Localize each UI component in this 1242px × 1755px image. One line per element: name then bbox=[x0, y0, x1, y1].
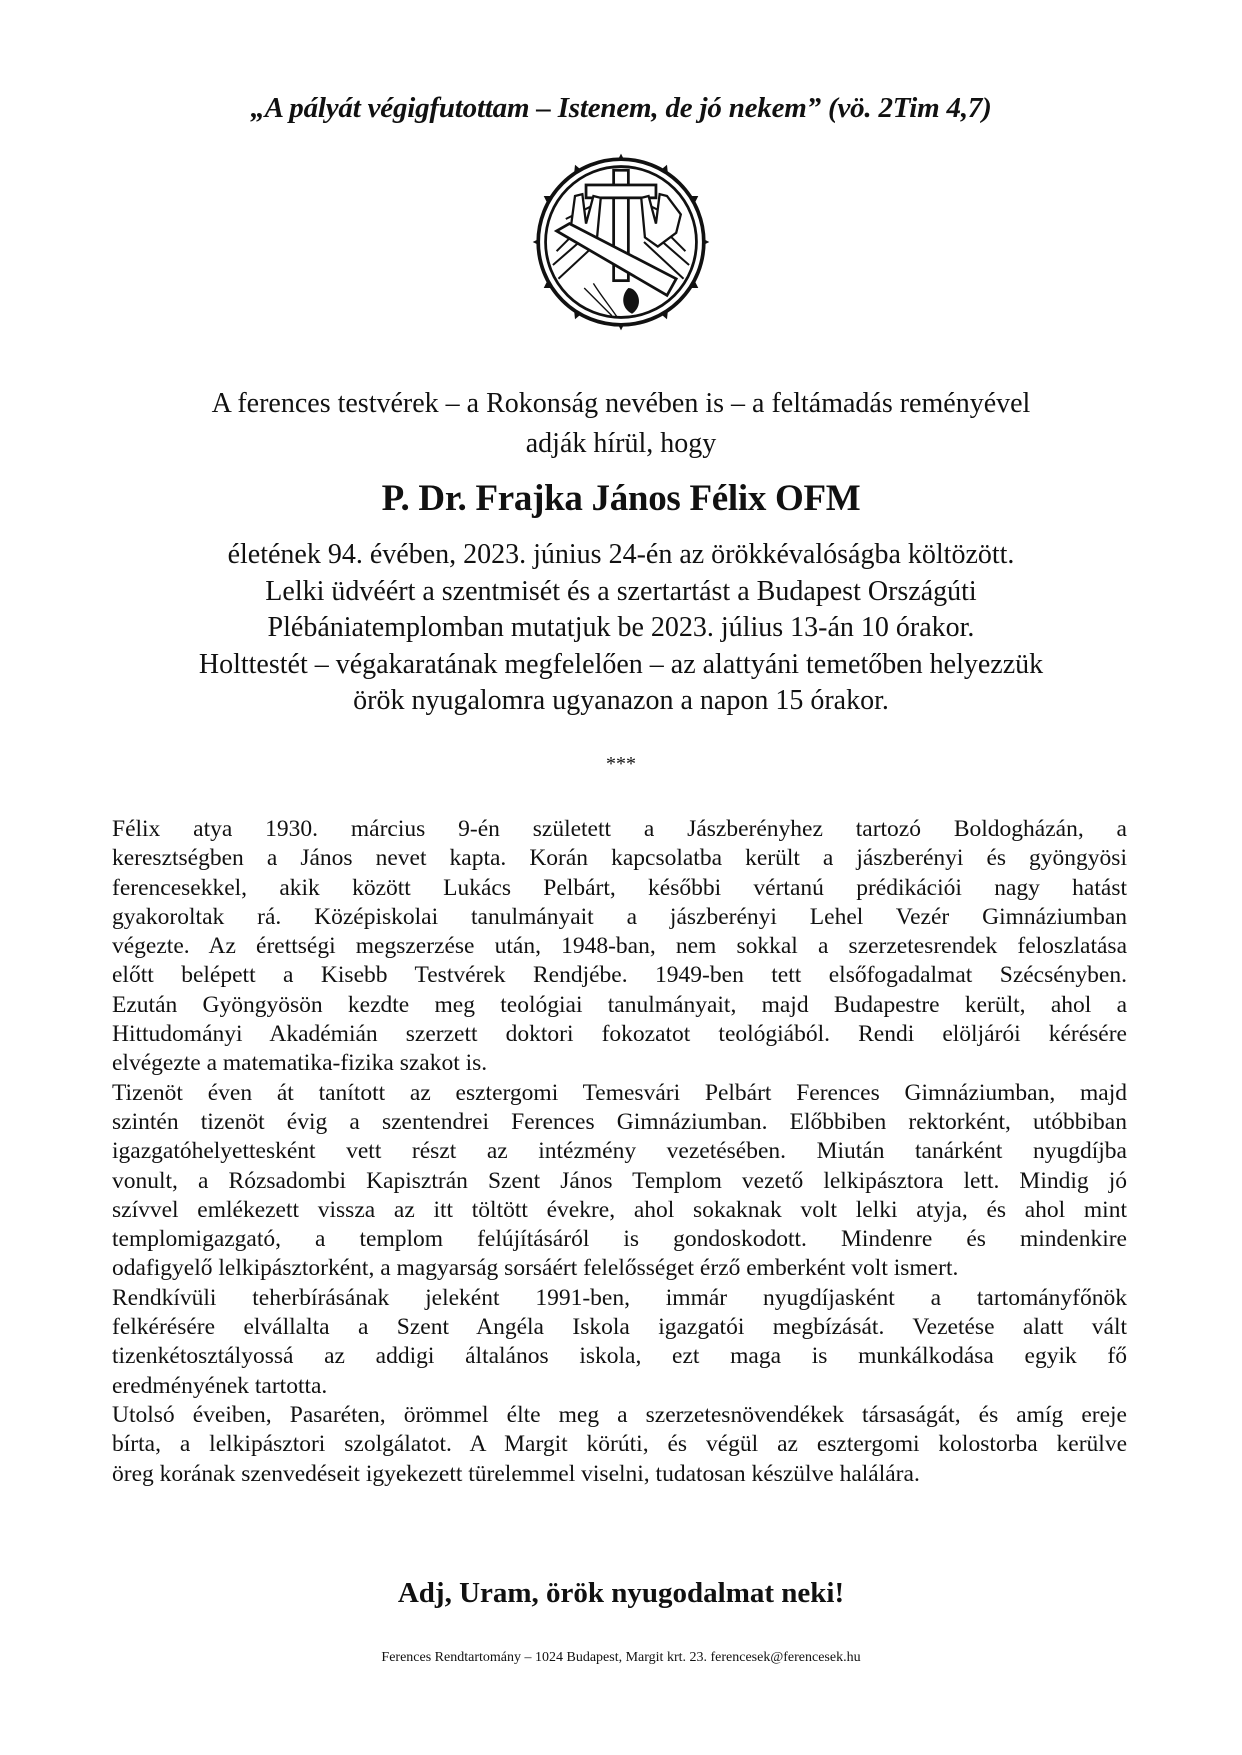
intro-text bbox=[0, 384, 1242, 464]
bio-paragraph bbox=[112, 1401, 1127, 1489]
bio-line: keresztségben a János nevet kapta. Korán kapcsolatba került a jászberényi és gyöngyösi bbox=[112, 845, 1127, 872]
franciscan-emblem-icon bbox=[529, 150, 713, 334]
separator: *** bbox=[606, 753, 636, 775]
bio-line: eredményének tartotta. bbox=[112, 1372, 328, 1399]
bio-line: Tizenöt éven át tanított az esztergomi Temesvári Pelbárt Ferences Gimnáziumban, majd bbox=[112, 1079, 1127, 1106]
bio-line: gyakoroltak rá. Középiskolai tanulmányait a jászberényi Lehel Vezér Gimnáziumban bbox=[112, 903, 1127, 930]
announcement-line: életének 94. évében, 2023. június 24-én az örökkévalóságba költözött. bbox=[227, 539, 1015, 570]
announcement-line: Plébániatemplomban mutatjuk be 2023. július 13-án 10 órakor. bbox=[267, 612, 975, 643]
announcement-line: Holttestét – végakaratának megfelelően – az alattyáni temetőben helyezzük bbox=[198, 648, 1044, 680]
footer-organization: Ferences Rendtartomány – 1024 Budapest, Margit krt. 23. bbox=[381, 1650, 707, 1665]
bio-paragraph bbox=[112, 1284, 1127, 1401]
biography bbox=[112, 815, 1127, 1489]
bio-paragraph bbox=[112, 1079, 1127, 1284]
motto-quote: „A pályát végigfutottam – Istenem, de jó nekem” (vö. 2Tim 4,7) bbox=[250, 92, 992, 124]
bio-line: tizenkétosztályossá az addigi általános iskola, ezt maga is munkálkodása egyik fő bbox=[112, 1343, 1127, 1370]
bio-line: ferencesekkel, akik között Lukács Pelbárt, későbbi vértanú prédikációi nagy hatást bbox=[112, 874, 1127, 901]
bio-line: bírta, a lelkipásztori szolgálatot. A Margit körúti, és végül az esztergomi kolostorba kerülve bbox=[112, 1431, 1127, 1458]
bio-line: Félix atya 1930. március 9-én született a Jászberényhez tartozó Boldogházán, a bbox=[112, 816, 1127, 842]
footer bbox=[0, 1650, 1242, 1666]
bio-line: Hittudományi Akadémián szerzett doktori fokozatot teológiából. Rendi elöljárói kérésére bbox=[112, 1021, 1127, 1048]
bio-line: Ezután Gyöngyösön kezdte meg teológiai tanulmányait, majd Budapestre került, ahol a bbox=[112, 991, 1127, 1018]
bio-line: odafigyelő lelkipásztorként, a magyarság sorsáért felelősséget érző emberként volt ismert. bbox=[112, 1255, 959, 1282]
deceased-name: P. Dr. Frajka János Félix OFM bbox=[381, 478, 861, 519]
bio-line: Rendkívüli teherbírásának jeleként 1991-ben, immár nyugdíjasként a tartományfőnök bbox=[112, 1284, 1127, 1311]
announcement-text bbox=[0, 537, 1242, 720]
bio-line: szívvel emlékezett vissza az itt töltött évekre, ahol sokaknak volt lelki atyja, és ahol mint bbox=[112, 1196, 1127, 1223]
bio-line: Utolsó éveiben, Pasaréten, örömmel élte meg a szerzetesnövendékek társaságát, és amíg ereje bbox=[112, 1401, 1127, 1428]
bio-line: igazgatóhelyettesként vett részt az intézmény vezetésében. Miután tanárként nyugdíjba bbox=[112, 1138, 1127, 1165]
bio-line: elvégezte a matematika-fizika szakot is. bbox=[112, 1050, 488, 1077]
intro-line: A ferences testvérek – a Rokonság nevében is – a feltámadás reményével bbox=[211, 388, 1031, 419]
intro-line: adják hírül, hogy bbox=[525, 428, 717, 459]
footer-email-link[interactable]: ferencesek@ferencesek.hu bbox=[710, 1650, 861, 1665]
bio-line: öreg korának szenvedéseit igyekezett türelemmel viselni, tudatosan készülve halálára. bbox=[112, 1460, 920, 1487]
bio-line: vonult, a Rózsadombi Kapisztrán Szent János Templom vezető lelkipásztora lett. Mindig jó bbox=[112, 1167, 1127, 1194]
bio-line: végezte. Az érettségi megszerzése után, 1948-ban, nem sokkal a szerzetesrendek feloszlatása bbox=[112, 933, 1127, 960]
announcement-line: örök nyugalomra ugyanazon a napon 15 órakor. bbox=[353, 685, 889, 716]
announcement-line: Lelki üdvéért a szentmisét és a szertartást a Budapest Országúti bbox=[265, 575, 977, 607]
bio-line: felkérésére elvállalta a Szent Angéla Iskola igazgatói megbízását. Vezetése alatt vált bbox=[112, 1314, 1127, 1341]
bio-paragraph bbox=[112, 815, 1127, 1079]
bio-line: templomigazgató, a templom felújításáról is gondoskodott. Mindenre és mindenkire bbox=[112, 1226, 1127, 1253]
bio-line: szintén tizenöt évig a szentendrei Ferences Gimnáziumban. Előbbiben rektorként, utóbbiban bbox=[112, 1108, 1127, 1135]
bio-line: előtt belépett a Kisebb Testvérek Rendjébe. 1949-ben tett elsőfogadalmat Szécsényben. bbox=[112, 962, 1127, 989]
closing-prayer: Adj, Uram, örök nyugodalmat neki! bbox=[397, 1577, 845, 1609]
